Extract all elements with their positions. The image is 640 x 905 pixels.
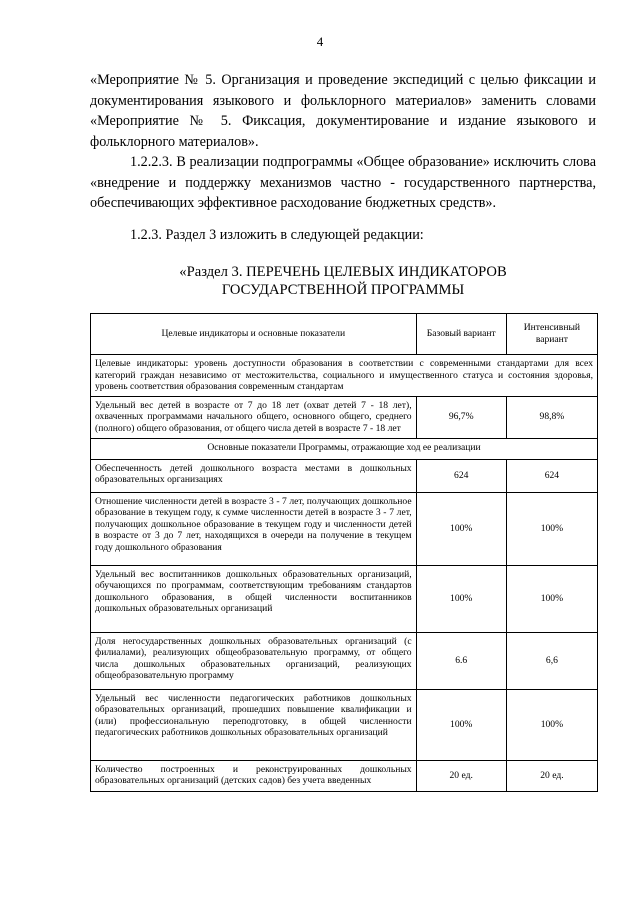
table-row: [91, 492, 598, 565]
row-name: Удельный вес численности педагогических работников дошкольных образовательных организаций, прошедших повышение квалификации и (или) профессиональную переподготовку, в общей численности педагогических работников дошкольных образовательных организаций: [91, 689, 417, 760]
table-row: [91, 632, 598, 689]
row-base: 100%: [416, 565, 506, 632]
table-row: [91, 438, 598, 459]
table-row: [91, 689, 598, 760]
row-intensive: 6,6: [506, 632, 597, 689]
row-name: Количество построенных и реконструированных дошкольных образовательных организаций (детских садов) без учета введенных: [91, 760, 417, 791]
row-intensive: 20 ед.: [506, 760, 597, 791]
header-name: Целевые индикаторы и основные показатели: [91, 314, 417, 355]
row-base: 6.6: [416, 632, 506, 689]
row-intensive: 624: [506, 459, 597, 492]
row-intensive: 100%: [506, 565, 597, 632]
table-row: [91, 459, 598, 492]
row-base: 624: [416, 459, 506, 492]
table-header-row: [91, 314, 598, 355]
row-base: 100%: [416, 689, 506, 760]
section-title-line-2: ГОСУДАРСТВЕННОЙ ПРОГРАММЫ: [221, 282, 465, 298]
row-name: Обеспеченность детей дошкольного возраста местами в дошкольных образовательных организациях: [91, 459, 417, 492]
row-intensive: 100%: [506, 492, 597, 565]
indicators-table: [90, 313, 598, 792]
table-row: [91, 396, 598, 438]
main-indicators-cell: Основные показатели Программы, отражающие ход ее реализации: [91, 438, 598, 459]
table-row: [91, 565, 598, 632]
target-indicators-cell: Целевые индикаторы: уровень доступности образования в соответствии с современными стандартами для всех категорий граждан независимо от местожительства, социального и имущественного статуса и состояния здоровья, уровень соответствия образования современным стандартам: [91, 355, 598, 397]
page-number: 4: [316, 34, 324, 49]
paragraph-subprogram: 1.2.2.3. В реализации подпрограммы «Общее образование» исключить слова «внедрение и поддержку механизмов частно - государственного партнерства, обеспечивающих эффективное расходование бюджетных средств».: [90, 154, 596, 211]
table-row: [91, 760, 598, 791]
paragraph-section-3: 1.2.3. Раздел 3 изложить в следующей редакции:: [130, 227, 424, 243]
table-row: [91, 355, 598, 397]
row-base: 20 ед.: [416, 760, 506, 791]
row-base: 100%: [416, 492, 506, 565]
header-intensive: Интенсивный вариант: [506, 314, 597, 355]
row-intensive: 100%: [506, 689, 597, 760]
header-base: Базовый вариант: [416, 314, 506, 355]
row-base: 96,7%: [416, 396, 506, 438]
row-name: Доля негосударственных дошкольных образовательных организаций (с филиалами), реализующих общеобразовательную программу, от общего числа дошкольных образовательных организаций, реализующих общеобразовательную программу: [91, 632, 417, 689]
row-name: Удельный вес воспитанников дошкольных образовательных организаций, обучающихся по программам, соответствующим требованиям стандартов дошкольного образования, в общей численности воспитанников дошкольных образовательных организаций: [91, 565, 417, 632]
row-name: Отношение численности детей в возрасте 3 - 7 лет, получающих дошкольное образование в текущем году, к сумме численности детей в возрасте 3 - 7 лет, получающих дошкольное образование в текущем году и численности детей в возрасте от 3 до 7 лет, находящихся в очереди на получение в текущем году дошкольного образования: [91, 492, 417, 565]
row-name: Удельный вес детей в возрасте от 7 до 18 лет (охват детей 7 - 18 лет), охваченных программами начального общего, основного общего, среднего (полного) общего образования, от общего числа детей в возрасте 7 - 18 лет: [91, 396, 417, 438]
row-intensive: 98,8%: [506, 396, 597, 438]
paragraph-event-5: «Мероприятие № 5. Организация и проведение экспедиций с целью фиксации и документирования языкового и фольклорного материалов» заменить словами «Мероприятие № 5. Фиксация, документирование и издание языкового и фольклорного материалов».: [90, 72, 596, 150]
section-title: [90, 263, 596, 299]
section-title-line-1: «Раздел 3. ПЕРЕЧЕНЬ ЦЕЛЕВЫХ ИНДИКАТОРОВ: [179, 264, 507, 280]
